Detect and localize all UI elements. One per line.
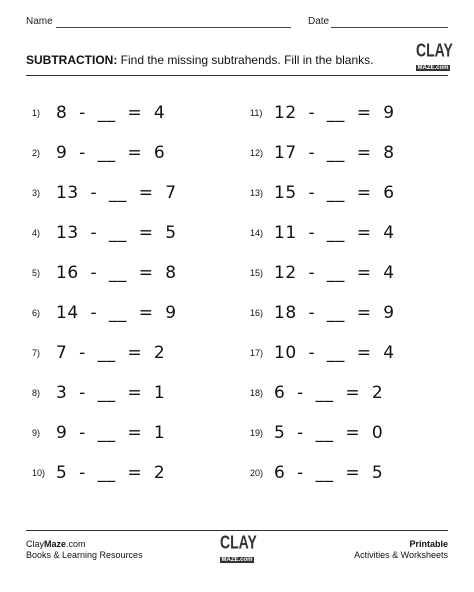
footer-logo-maze-text: MAZE.com	[221, 557, 253, 563]
problem-number: 4)	[32, 228, 41, 238]
problem-item[interactable]	[32, 136, 222, 176]
problem-item[interactable]	[250, 416, 440, 456]
problem-item[interactable]	[32, 336, 222, 376]
problem-equation[interactable]: 17 - __ = 8	[274, 143, 395, 163]
problem-number: 11)	[250, 108, 263, 118]
problem-number: 10)	[32, 468, 46, 478]
problem-item[interactable]	[250, 336, 440, 376]
problem-number: 9)	[32, 428, 41, 438]
problem-item[interactable]	[32, 96, 222, 136]
footer-printable: Printable	[409, 539, 448, 549]
problem-equation[interactable]: 13 - __ = 5	[56, 223, 177, 243]
problem-equation[interactable]: 16 - __ = 8	[56, 263, 177, 283]
problem-equation[interactable]: 7 - __ = 2	[56, 343, 166, 363]
problem-item[interactable]	[250, 456, 440, 496]
problem-number: 15)	[250, 268, 264, 278]
problem-item[interactable]	[32, 296, 222, 336]
problem-number: 6)	[32, 308, 41, 318]
problem-equation[interactable]: 8 - __ = 4	[56, 103, 166, 123]
worksheet-header	[26, 53, 448, 67]
problem-item[interactable]	[32, 216, 222, 256]
problem-equation[interactable]: 10 - __ = 4	[274, 343, 395, 363]
footer-tagline: Books & Learning Resources	[26, 550, 143, 560]
problem-number: 14)	[250, 228, 264, 238]
problems-left-column	[32, 96, 222, 496]
problem-item[interactable]	[250, 96, 440, 136]
problem-equation[interactable]: 18 - __ = 9	[274, 303, 395, 323]
date-field-line[interactable]	[331, 27, 448, 28]
footer-right	[354, 539, 448, 561]
header-divider	[26, 75, 448, 76]
problem-number: 1)	[32, 108, 41, 118]
problem-equation[interactable]: 9 - __ = 1	[56, 423, 166, 443]
problem-equation[interactable]: 3 - __ = 1	[56, 383, 166, 403]
problem-equation[interactable]: 6 - __ = 2	[274, 383, 384, 403]
problem-number: 8)	[32, 388, 41, 398]
header-title: SUBTRACTION:	[26, 53, 118, 67]
problem-equation[interactable]: 11 - __ = 4	[274, 223, 395, 243]
problem-number: 13)	[250, 188, 264, 198]
problem-equation[interactable]: 14 - __ = 9	[56, 303, 177, 323]
problem-number: 5)	[32, 268, 41, 278]
problem-item[interactable]	[250, 296, 440, 336]
problem-item[interactable]	[32, 376, 222, 416]
problem-number: 19)	[250, 428, 264, 438]
problem-equation[interactable]: 6 - __ = 5	[274, 463, 384, 483]
problems-right-column	[250, 96, 440, 496]
claymaze-logo-footer	[220, 531, 257, 565]
logo-maze-text: MAZE.com	[417, 65, 449, 71]
problem-item[interactable]	[250, 256, 440, 296]
problem-equation[interactable]: 9 - __ = 6	[56, 143, 166, 163]
problem-equation[interactable]: 13 - __ = 7	[56, 183, 177, 203]
footer-activities: Activities & Worksheets	[354, 550, 448, 560]
problem-equation[interactable]: 15 - __ = 6	[274, 183, 395, 203]
problem-item[interactable]	[250, 136, 440, 176]
footer-left	[26, 539, 143, 561]
problem-equation[interactable]: 12 - __ = 9	[274, 103, 395, 123]
footer-site: ClayMaze.com	[26, 539, 86, 549]
footer-logo-clay-text: CLAY	[220, 531, 257, 553]
problem-item[interactable]	[32, 416, 222, 456]
problem-equation[interactable]: 5 - __ = 2	[56, 463, 166, 483]
problem-equation[interactable]: 5 - __ = 0	[274, 423, 384, 443]
problem-number: 2)	[32, 148, 41, 158]
problem-number: 16)	[250, 308, 264, 318]
problem-item[interactable]	[32, 176, 222, 216]
problem-number: 3)	[32, 188, 41, 198]
problem-item[interactable]	[250, 216, 440, 256]
problem-item[interactable]	[32, 256, 222, 296]
problem-item[interactable]	[250, 376, 440, 416]
problem-item[interactable]	[250, 176, 440, 216]
problem-number: 18)	[250, 388, 264, 398]
header-instruction: Find the missing subtrahends. Fill in the blanks.	[120, 53, 374, 67]
problem-equation[interactable]: 12 - __ = 4	[274, 263, 395, 283]
problem-number: 17)	[250, 348, 264, 358]
problem-number: 12)	[250, 148, 264, 158]
date-label: Date	[308, 16, 330, 27]
logo-clay-text: CLAY	[416, 39, 453, 61]
name-field-line[interactable]	[56, 27, 291, 28]
problem-number: 20)	[250, 468, 264, 478]
problem-item[interactable]	[32, 456, 222, 496]
name-date-row	[26, 11, 448, 31]
name-label: Name	[26, 16, 53, 27]
problem-number: 7)	[32, 348, 41, 358]
